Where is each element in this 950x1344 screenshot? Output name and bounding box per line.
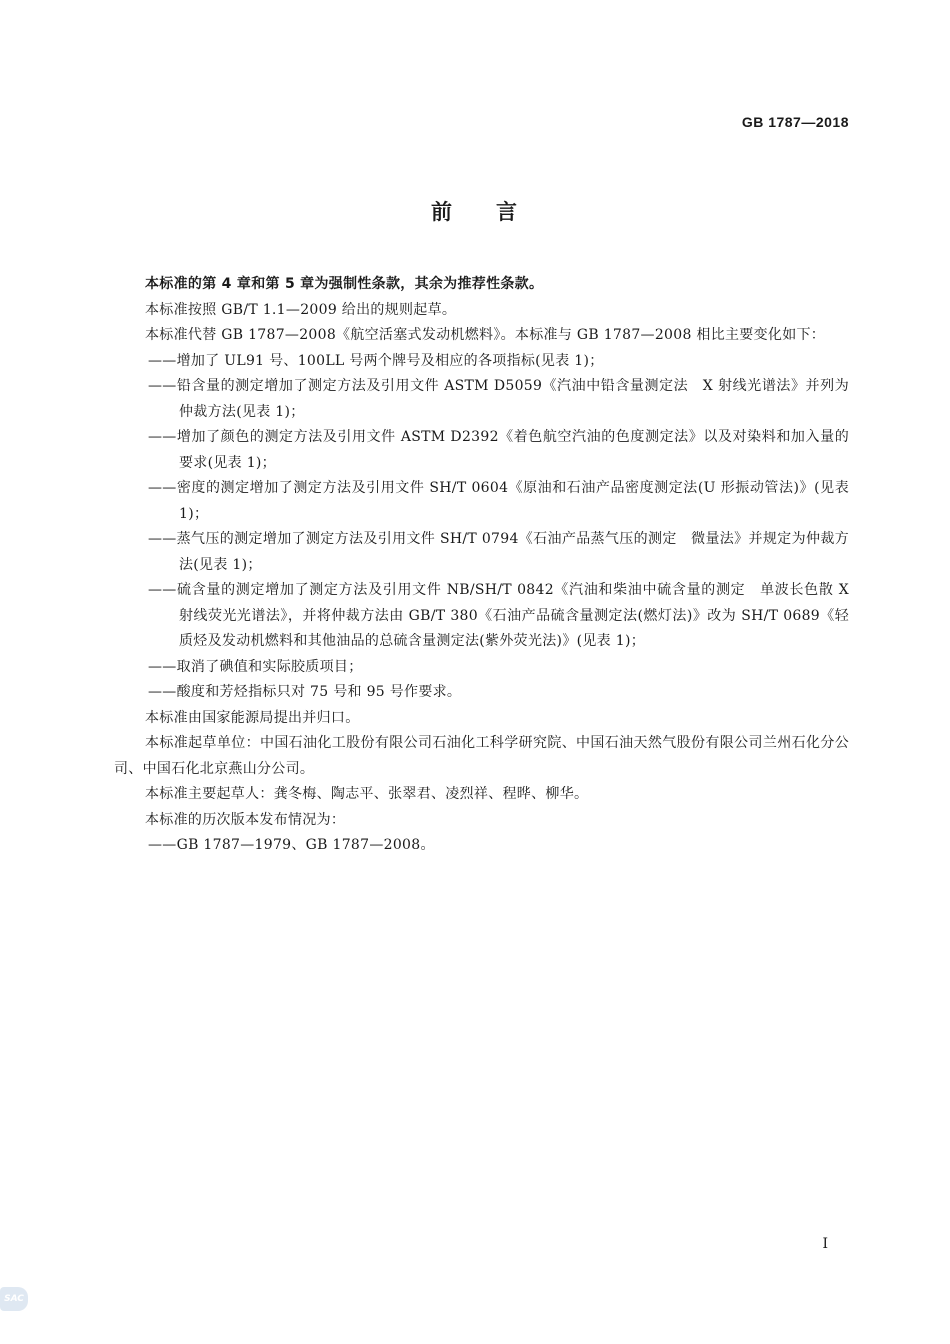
sac-logo-icon: SAC (0, 1287, 28, 1311)
change-item: ——取消了碘值和实际胶质项目； (148, 658, 363, 675)
version-history-heading: 本标准的历次版本发布情况为： (145, 811, 346, 828)
drafters-statement: 本标准主要起草人：龚冬梅、陶志平、张翠君、凌烈祥、程晔、柳华。 (145, 786, 589, 802)
change-item: ——增加了 UL91 号、100LL 号两个牌号及相应的各项指标(见表 1)； (148, 352, 604, 369)
title-part-1: 前 (431, 200, 454, 224)
change-item: ——增加了颜色的测定方法及引用文件 ASTM D2392《着色航空汽油的色度测定法》以及对染料和加入量的要求(见表 1)； (148, 429, 849, 471)
replacement-statement: 本标准代替 GB 1787—2008《航空活塞式发动机燃料》。本标准与 GB 1787—2008 相比主要变化如下： (145, 327, 826, 343)
mandatory-clause-statement: 本标准的第 4 章和第 5 章为强制性条款，其余为推荐性条款。 (145, 276, 544, 292)
change-item: ——酸度和芳烃指标只对 75 号和 95 号作要求。 (148, 684, 462, 700)
change-item: ——硫含量的测定增加了测定方法及引用文件 NB/SH/T 0842《汽油和柴油中硫含量的测定 单波长色散 X 射线荧光光谱法》，并将仲裁方法由 GB/T 380《石油产品硫含量测定法(燃灯法)》改为 SH/T 0689《轻质烃及发动机燃料和其他油品的总硫含量测定法(紫外荧光法)》(见表 1)； (148, 582, 849, 649)
proposer-statement: 本标准由国家能源局提出并归口。 (145, 709, 360, 726)
page-title (0, 196, 950, 226)
drafting-units-statement: 本标准起草单位：中国石油化工股份有限公司石油化工科学研究院、中国石油天然气股份有限公司兰州石化分公司、中国石化北京燕山分公司。 (114, 735, 849, 777)
change-item: ——铅含量的测定增加了测定方法及引用文件 ASTM D5059《汽油中铅含量测定法 X 射线光谱法》并列为仲裁方法(见表 1)； (148, 378, 849, 420)
change-item: ——密度的测定增加了测定方法及引用文件 SH/T 0604《原油和石油产品密度测定法(U 形振动管法)》(见表 1)； (148, 480, 849, 522)
standard-code: GB 1787—2018 (741, 114, 849, 130)
title-part-2: 言 (496, 200, 519, 224)
drafting-rules-statement: 本标准按照 GB/T 1.1—2009 给出的规则起草。 (145, 301, 457, 318)
version-history-item: ——GB 1787—1979、GB 1787—2008。 (148, 837, 435, 853)
foreword-body (114, 272, 849, 859)
page-number: I (822, 1236, 828, 1252)
change-item: ——蒸气压的测定增加了测定方法及引用文件 SH/T 0794《石油产品蒸气压的测定 微量法》并规定为仲裁方法(见表 1)； (148, 531, 849, 573)
